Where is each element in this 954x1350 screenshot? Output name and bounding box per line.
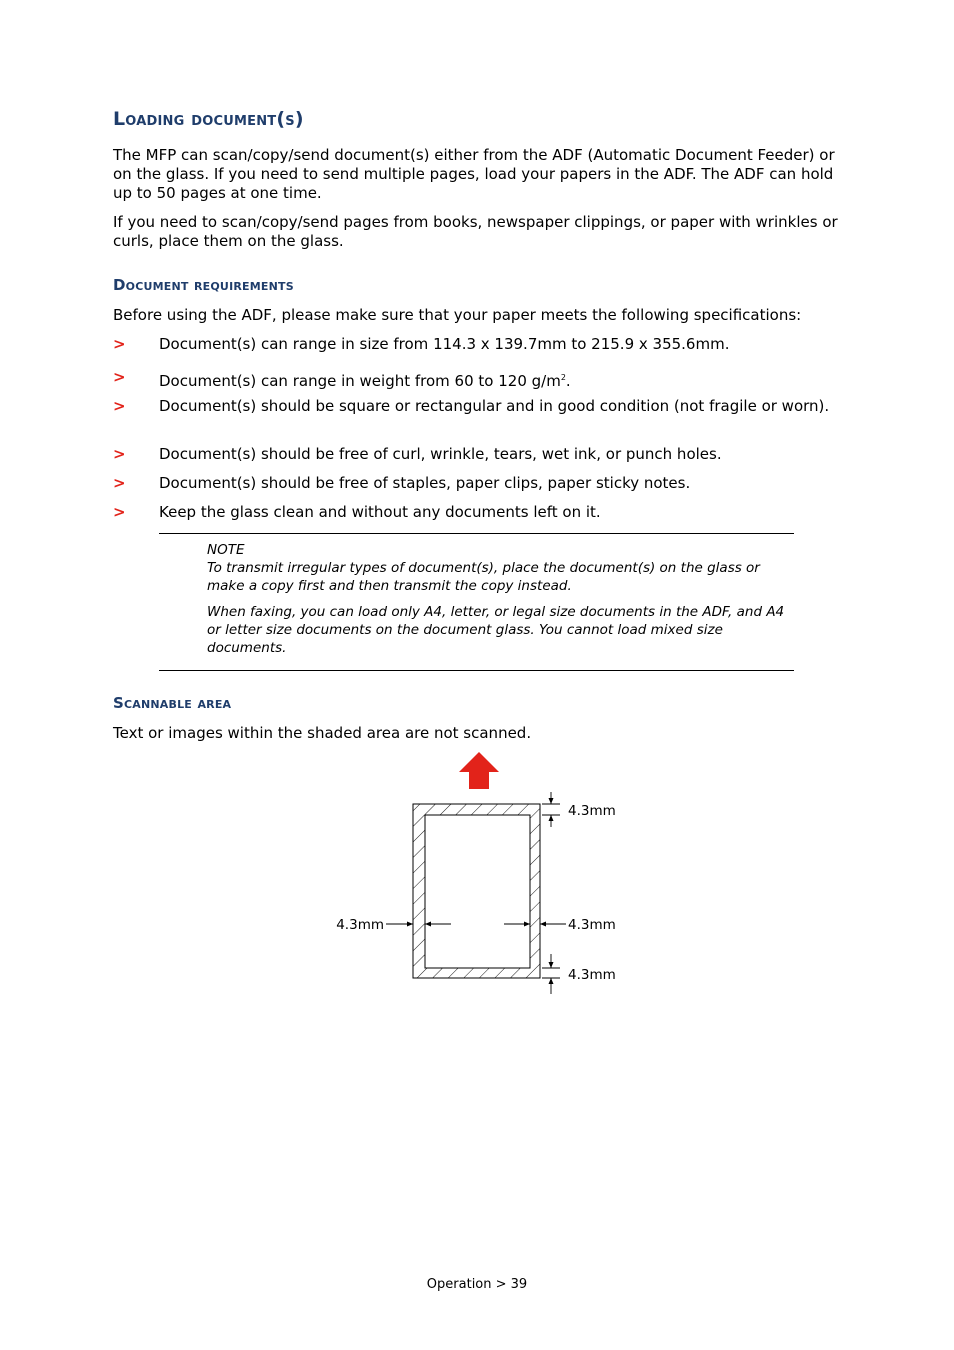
scannable-area-diagram xyxy=(320,748,640,1000)
right-margin-label: 4.3mm xyxy=(568,917,616,933)
feed-direction-arrow-icon xyxy=(459,752,499,789)
list-item-text: Keep the glass clean and without any documents left on it. xyxy=(159,503,601,521)
list-item-text: Document(s) should be square or rectangular and in good condition (not fragile or worn). xyxy=(159,397,830,415)
top-margin-label: 4.3mm xyxy=(568,803,616,819)
scannable-area-text: Text or images within the shaded area are not scanned. xyxy=(113,724,532,742)
note-text: To transmit irregular types of document(s), place the document(s) on the glass or make a copy first and then transmit the copy instead. xyxy=(207,560,760,594)
list-item-text: Document(s) should be free of staples, paper clips, paper sticky notes. xyxy=(159,474,691,492)
bullet-arrow-icon: > xyxy=(113,335,126,353)
doc-requirements-lead: Before using the ADF, please make sure that your paper meets the following specifications: xyxy=(113,306,802,324)
weight-suffix: . xyxy=(565,372,571,390)
list-item-text xyxy=(159,368,839,391)
page-heading: Loading document(s) xyxy=(113,108,304,130)
doc-requirements-heading: Document requirements xyxy=(113,276,294,294)
bottom-margin-label: 4.3mm xyxy=(568,967,616,983)
note-label: NOTE xyxy=(207,542,245,558)
intro-paragraph: If you need to scan/copy/send pages from books, newspaper clippings, or paper with wrinkles or curls, place them on the glass. xyxy=(113,213,838,250)
list-item-text: Document(s) should be free of curl, wrinkle, tears, wet ink, or punch holes. xyxy=(159,445,722,463)
intro-paragraph: The MFP can scan/copy/send document(s) either from the ADF (Automatic Document Feeder) or on the glass. If you need to send multiple pages, load your papers in the ADF. The ADF can hold up to 50 pages at one time. xyxy=(113,146,835,202)
list-item xyxy=(113,335,853,355)
weight-text: Document(s) can range in weight from 60 to 120 g/m xyxy=(159,372,561,390)
list-item xyxy=(113,503,853,523)
bullet-arrow-icon: > xyxy=(113,474,126,492)
list-item xyxy=(113,368,853,388)
bullet-arrow-icon: > xyxy=(113,397,126,415)
list-item xyxy=(113,474,853,494)
weight-superscript: 2 xyxy=(560,373,566,382)
list-item xyxy=(113,445,853,465)
note-bottom-divider xyxy=(159,670,794,671)
bullet-arrow-icon: > xyxy=(113,368,126,386)
bullet-arrow-icon: > xyxy=(113,503,126,521)
list-item xyxy=(113,397,853,437)
bottom-margin-dimension xyxy=(542,954,560,994)
top-margin-dimension xyxy=(542,792,560,827)
note-text: When faxing, you can load only A4, letter, or legal size documents in the ADF, and A4 or letter size documents on the document glass. You cannot load mixed size documents. xyxy=(207,604,785,656)
bullet-arrow-icon: > xyxy=(113,445,126,463)
scannable-region xyxy=(425,815,530,968)
scannable-area-heading: Scannable area xyxy=(113,694,232,712)
note-top-divider xyxy=(159,533,794,534)
left-margin-label: 4.3mm xyxy=(336,917,384,933)
list-item-text: Document(s) can range in size from 114.3 x 139.7mm to 215.9 x 355.6mm. xyxy=(159,335,730,353)
page-footer: Operation > 39 xyxy=(426,1277,528,1292)
